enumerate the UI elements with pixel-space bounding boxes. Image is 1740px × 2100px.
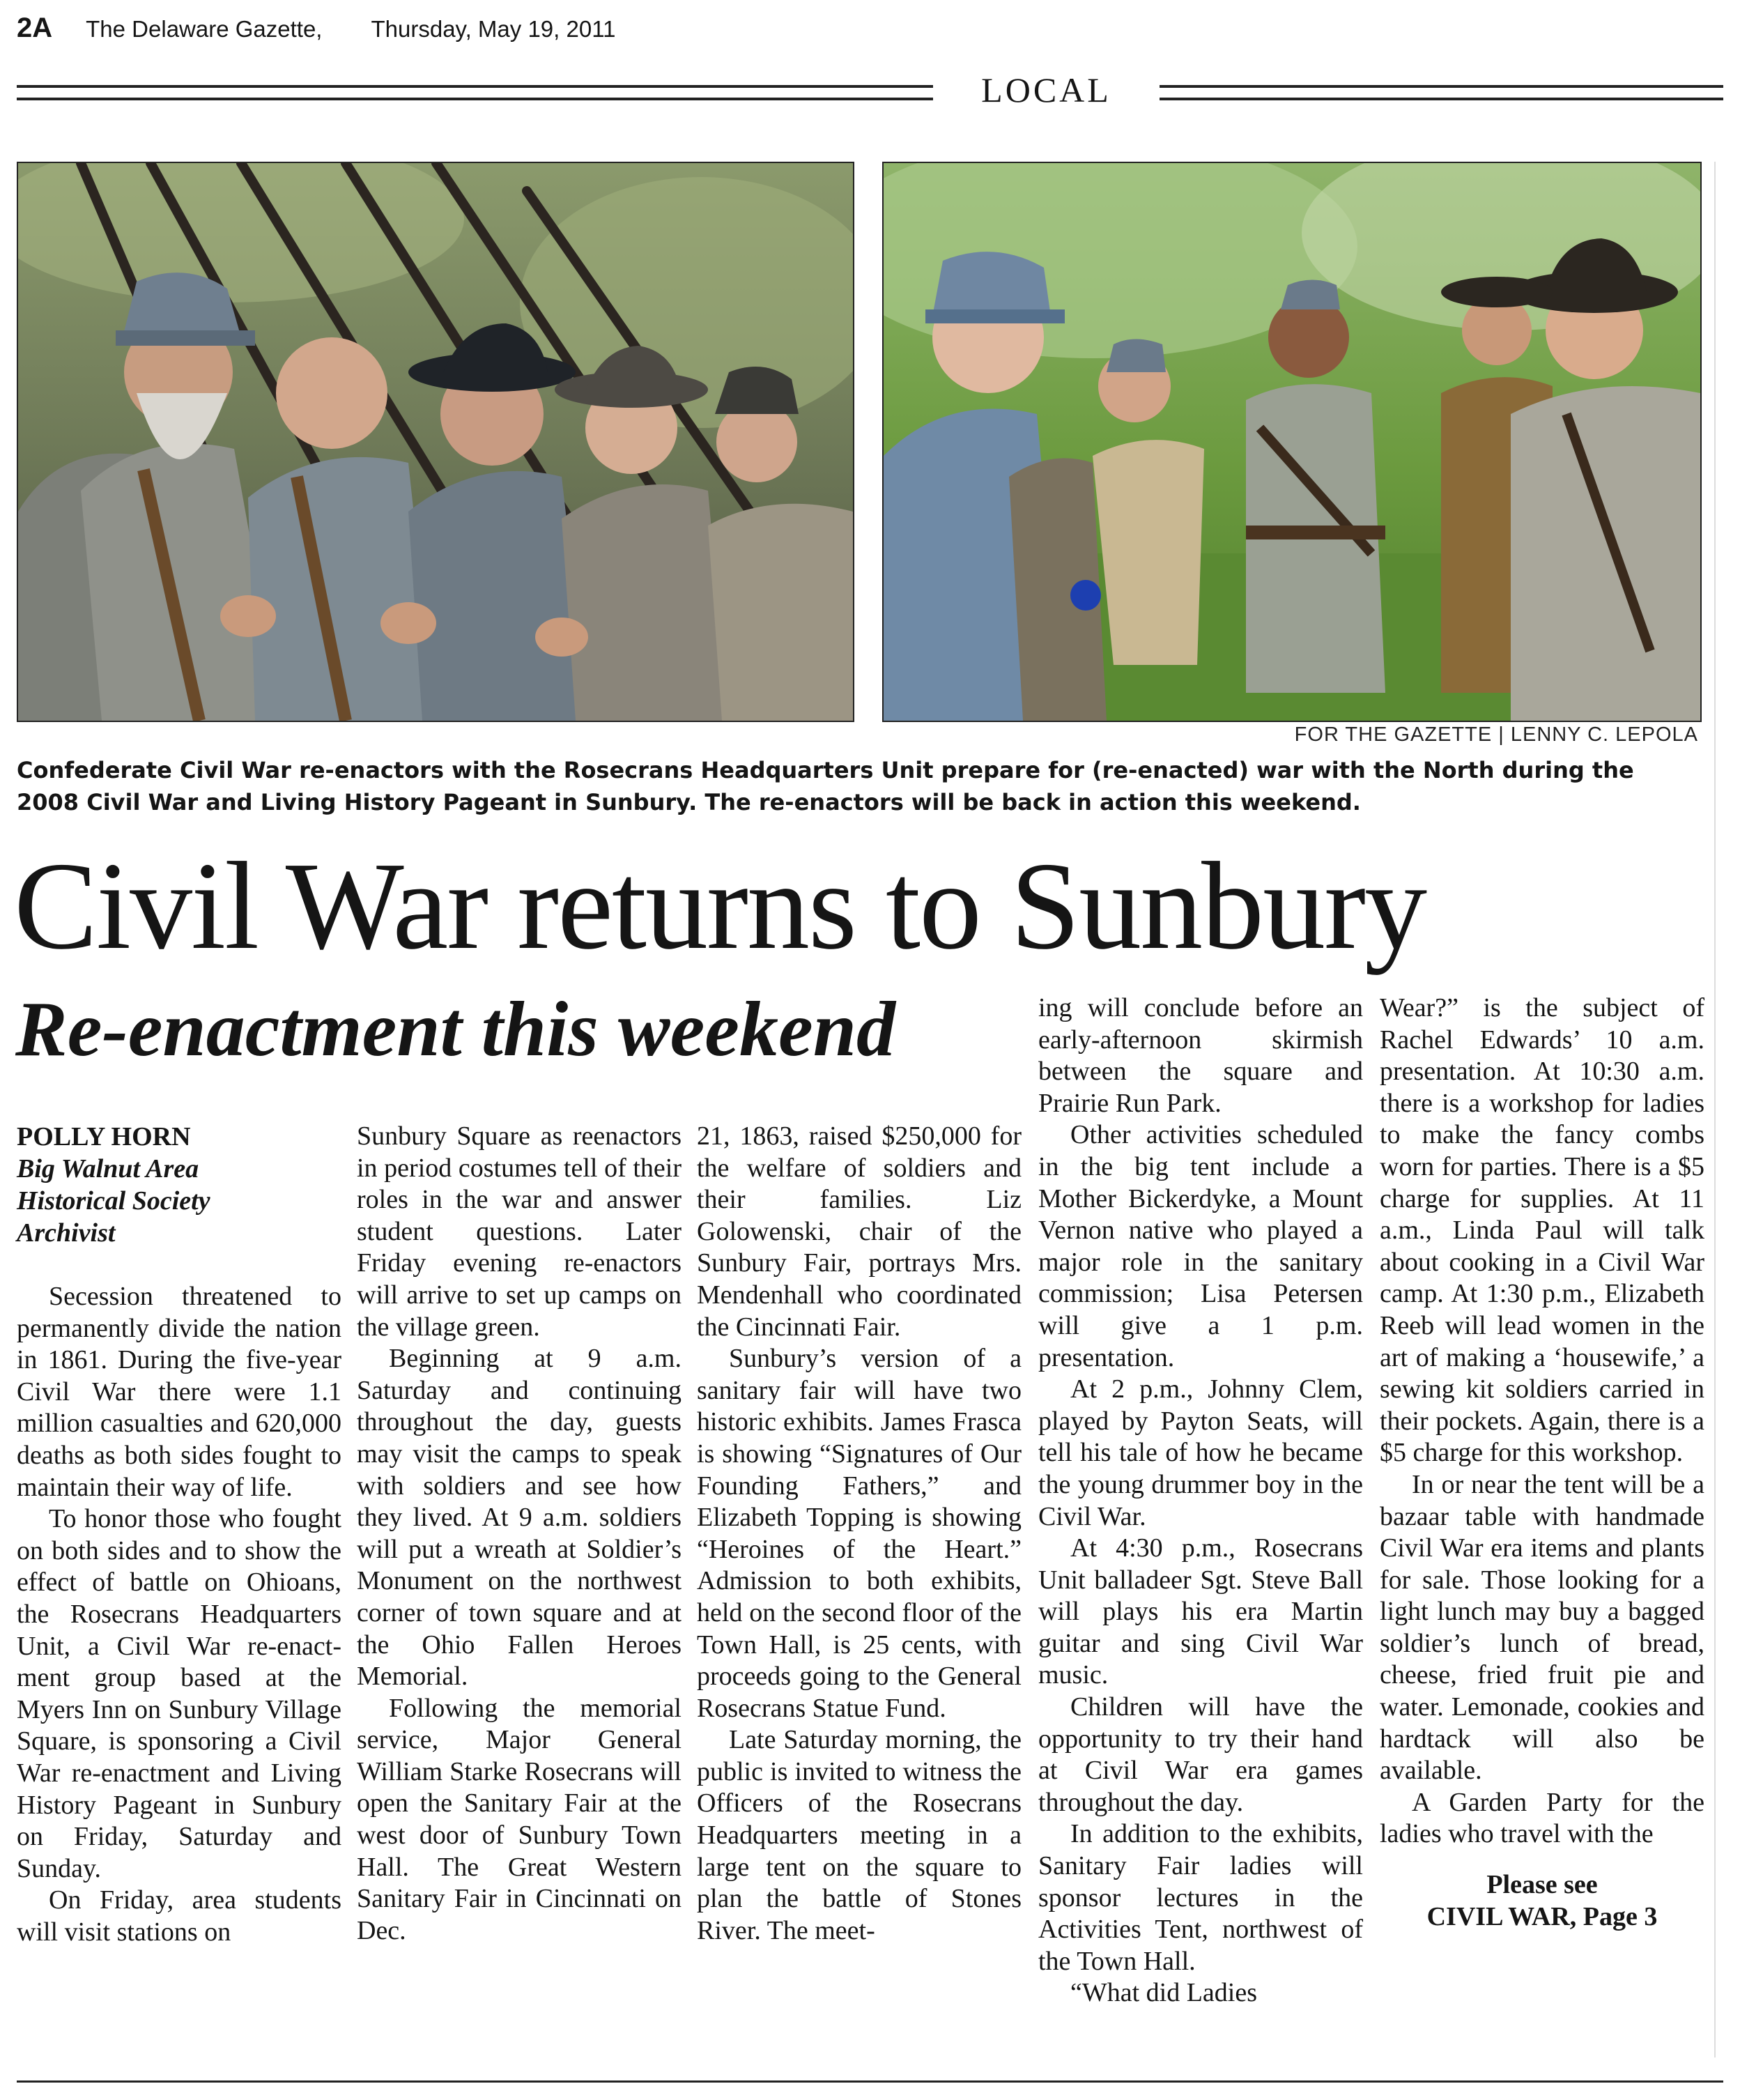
photo-reenactors-lineup [17, 162, 854, 722]
jump-reference [1380, 1869, 1704, 1933]
paragraph: To honor those who fought on both sides and to show the effect of battle on Ohioans, the Rosecrans Headquarters Unit, a Civil War re-enactment group based at the Myers Inn on Sunbury Village Square, is sponsoring a Civil War re-enactment and Living History Pageant in Sunbury on Friday, Saturday and Sunday. [17, 1504, 341, 1883]
paragraph: In addition to the exhibits, Sanitary Fair ladies will sponsor lectures in the Activities Tent, northwest of the Town Hall. [1038, 1819, 1363, 1976]
jump-line: Please see [1486, 1870, 1598, 1900]
photo-credit: FOR THE GAZETTE | LENNY C. LEPOLA [1294, 723, 1698, 746]
section-label: LOCAL [981, 70, 1111, 109]
byline [17, 1121, 341, 1249]
byline-role-line: Historical Society [17, 1186, 210, 1216]
paper-name: The Delaware Gazette, [86, 16, 323, 42]
paragraph: Children will have the opportunity to try their hand at Civil War era games throughout the day. [1038, 1692, 1363, 1817]
subhead: Re-enactment this weekend [15, 986, 896, 1073]
article-column-4 [1038, 992, 1363, 2009]
section-rule-right [1160, 85, 1723, 100]
paragraph: Other activities scheduled in the big tent include a Mother Bickerdyke, a Mount Vernon native who played a major role in the sanitary commission; Lisa Petersen will give a 1 p.m. presentation. [1038, 1120, 1363, 1372]
paragraph: In or near the tent will be a bazaar table with handmade Civil War era items and plants for sale. Those looking for a light lunch may buy a bagged soldier’s lunch of bread, cheese, fried fruit pie and water. Lemonade, cookies and hardtack will also be available. [1380, 1469, 1704, 1786]
article-column-3 [697, 1121, 1022, 1947]
article-column-1 [17, 1121, 341, 1948]
photo-caption: Confederate Civil War re-enactors with the Rosecrans Headquarters Unit prepare for (re-enacted) war with the North during the 2008 Civil War and Living History Pageant in Sunbury. The re-enactors will be back in action this weekend. [17, 757, 1634, 815]
section-rule-left [17, 85, 933, 100]
photo-reenactors-group [882, 162, 1702, 722]
article-column-5 [1380, 992, 1704, 1933]
photo-group-illustration [884, 163, 1700, 721]
paragraph: On Friday, area students will visit stations on [17, 1885, 341, 1947]
footer-rule [17, 2080, 1723, 2083]
paragraph: “What did Ladies [1070, 1978, 1258, 2008]
article-column-2 [357, 1121, 682, 1947]
byline-role-line: Archivist [17, 1218, 116, 1248]
paragraph: Following the memorial service, Major General William Starke Rosecrans will open the Sanitary Fair at the west door of Sunbury Town Hall. The Great Western Sanitary Fair in Cincinnati on Dec. [357, 1693, 682, 1945]
byline-role-line: Big Walnut Area [17, 1154, 199, 1183]
jump-line: CIVIL WAR, Page 3 [1426, 1902, 1658, 1932]
folio [17, 13, 615, 47]
paragraph: At 2 p.m., Johnny Clem, played by Payton Seats, will tell his tale of how he became the young drummer boy in the Civil War. [1038, 1374, 1363, 1531]
paragraph: ing will conclude before an early-afternoon skirmish between the square and Prairie Run Park. [1038, 993, 1363, 1118]
headline: Civil War returns to Sunbury [14, 836, 1426, 975]
section-header [17, 70, 1723, 112]
issue-date: Thursday, May 19, 2011 [371, 16, 616, 42]
paragraph: At 4:30 p.m., Rosecrans Unit balladeer Sgt. Steve Ball will plays his era Martin guitar and sing Civil War music. [1038, 1533, 1363, 1690]
paragraph: 21, 1863, raised $250,000 for the welfare of soldiers and their families. Liz Golowenski, chair of the Sunbury Fair, portrays Mrs. Mendenhall who coordinated the Cincinnati Fair. [697, 1121, 1022, 1342]
paragraph: Beginning at 9 a.m. Saturday and continuing throughout the day, guests may visit the camps to speak with soldiers and see how they lived. At 9 a.m. soldiers will put a wreath at Soldier’s Monument on the northwest corner of town square and at the Ohio Fallen Heroes Memorial. [357, 1344, 682, 1692]
photo-lineup-illustration [18, 163, 853, 721]
byline-name: POLLY HORN [17, 1122, 191, 1151]
page-edge-line [1714, 162, 1716, 2057]
paragraph: Secession threatened to permanently divide the nation in 1861. During the five-year Civil War there were 1.1 million casualties and 620,000 deaths as both sides fought to maintain their way of life. [17, 1282, 341, 1502]
paragraph: A Garden Party for the ladies who travel with the [1380, 1787, 1704, 1849]
paragraph: Sunbury Square as reenactors in period costumes tell of their roles in the war and answer student questions. Later Friday evening re-enactors will arrive to set up camps on the village green. [357, 1121, 682, 1342]
paragraph: Wear?” is the subject of Rachel Edwards’ 10 a.m. presentation. At 10:30 a.m. there is a workshop for ladies to make the fancy combs worn for parties. There is a $5 charge for supplies. At 11 a.m., Linda Paul will talk about cooking in a Civil War camp. At 1:30 p.m., Elizabeth Reeb will lead women in the art of making a ‘housewife,’ a sewing kit soldiers carried in their pockets. Again, there is a $5 charge for this workshop. [1380, 993, 1704, 1468]
paragraph: Late Saturday morning, the public is invited to witness the Officers of the Rosecrans Headquarters meeting in a large tent on the square to plan the battle of Stones River. The meet- [697, 1725, 1022, 1945]
page-number: 2A [17, 13, 53, 43]
paragraph: Sunbury’s version of a sanitary fair will have two historic exhibits. James Frasca is showing “Signatures of Our Founding Fathers,” and Elizabeth Topping is showing “Heroines of the Heart.” Admission to both exhibits, held on the second floor of the Town Hall, is 25 cents, with proceeds going to the General Rosecrans Statue Fund. [697, 1344, 1022, 1723]
